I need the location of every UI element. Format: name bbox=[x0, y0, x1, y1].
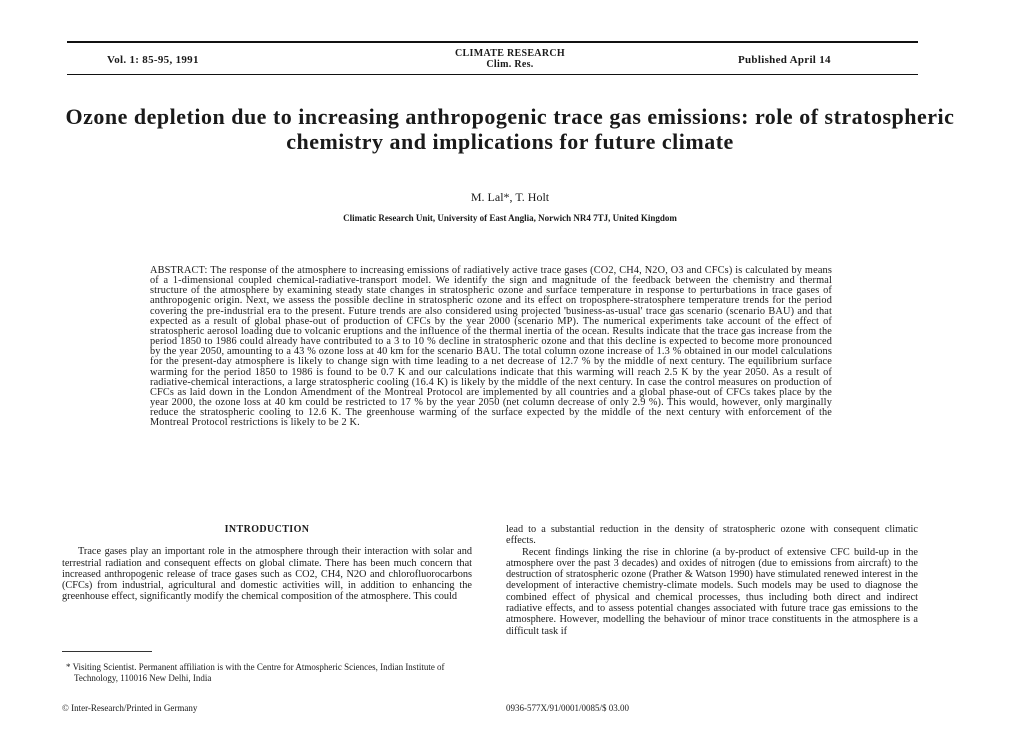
footnote bbox=[62, 662, 472, 683]
abstract-text: The response of the atmosphere to increasing emissions of radiatively active trace gases (CO2, CH4, N2O, O3 and CFCs) is calculated by means of a 1-dimensional coupled chemical-radiative-transport model. We identify the sign and magnitude of the feedback between the chemistry and thermal structure of the atmosphere by examining steady state changes in stratospheric ozone and surface temperature in response to perturbations in trace gases of anthropogenic origin. Next, we assess the possible decline in stratospheric ozone and its effect on troposphere-stratosphere temperature trends for the period covering the pre-industrial era to the present. Future trends are also considered using projected 'business-as-usual' trace gas scenario (scenario BAU) and that expected as a result of global phase-out of production of CFCs by the year 2000 (scenario MP). The numerical experiments take account of the effect of stratospheric aerosol loading due to volcanic eruptions and the influence of the thermal inertia of the ocean. Results indicate that the trace gas increase from the period 1850 to 1986 could already have contributed to a 3 to 10 % decline in stratospheric ozone and that this decline is expected to become more pronounced by the year 2050, amounting to a 43 % ozone loss at 40 km for the scenario BAU. The total column ozone increase of 1.3 % obtained in our model calculations for the present-day atmosphere is likely to change sign with time leading to a net decrease of 12.7 % by the middle of next century. The equilibrium surface warming for the period 1850 to 1986 is found to be 0.7 K and our calculations indicate that this warming will reach 2.5 K by the year 2050. As a result of radiative-chemical interactions, a large stratospheric cooling (16.4 K) is likely by the middle of the next century. In case the control measures on production of CFCs as laid down in the London Amendment of the Montreal Protocol are implemented by all countries and a global phase-out of CFCs takes place by the year 2000, the ozone loss at 40 km could be restricted to 17 % by the year 2050 (net column decrease of only 2.9 %). This would, however, only marginally reduce the stratospheric cooling to 12.6 K. The greenhouse warming of the surface expected by the middle of the next century with enforcement of the Montreal Protocol restrictions is likely to be 2 K. bbox=[150, 265, 832, 429]
footer-issn: 0936-577X/91/0001/0085/$ 03.00 bbox=[506, 703, 629, 713]
header-top-rule bbox=[67, 41, 918, 43]
journal-name: CLIMATE RESEARCH bbox=[455, 48, 565, 59]
header-published: Published April 14 bbox=[738, 54, 831, 66]
journal-abbrev: Clim. Res. bbox=[486, 59, 534, 70]
paper-affiliation: Climatic Research Unit, University of East Anglia, Norwich NR4 7TJ, United Kingdom bbox=[343, 213, 677, 223]
abstract bbox=[150, 266, 832, 429]
paper-title: Ozone depletion due to increasing anthropogenic trace gas emissions: role of stratospheric chemistry and implications for future climate bbox=[65, 104, 955, 154]
paper-authors: M. Lal*, T. Holt bbox=[470, 190, 550, 204]
abstract-label: ABSTRACT: bbox=[150, 265, 208, 276]
footer-copyright: © Inter-Research/Printed in Germany bbox=[62, 703, 198, 713]
header-bottom-rule bbox=[67, 74, 918, 75]
introduction-paragraph-2: Recent findings linking the rise in chlorine (a by-product of extensive CFC build-up in the atmosphere over the past 3 decades) and oxides of nitrogen (due to emissions from aircraft) to the destruction of stratospheric ozone (Prather & Watson 1990) have stimulated renewed interest in the development of interactive chemistry-climate models. Such models may be used to diagnose the combined effect of physical and chemical processes, thus including both direct and indirect radiative effects, and to assess potential changes associated with future trace gas emissions to the atmosphere. However, modelling the behaviour of minor trace constituents in the atmosphere is a difficult task if bbox=[506, 546, 918, 637]
left-column bbox=[62, 524, 472, 603]
footnote-separator bbox=[62, 651, 152, 652]
introduction-paragraph-1: Trace gases play an important role in the atmosphere through their interaction with solar and terrestrial radiation and consequent effects on global climate. There has been much concern that increased anthropogenic release of trace gases such as CO2, CH4, N2O and chlorofluorocarbons (CFCs) from industrial, agricultural and domestic activities will, in addition to enhancing the greenhouse effect, significantly modify the chemical composition of the atmosphere. This could bbox=[62, 546, 472, 603]
footnote-text: * Visiting Scientist. Permanent affiliation is with the Centre for Atmospheric Sciences, Indian Institute of Technology, 110016 New Delhi, India bbox=[66, 662, 445, 683]
header-journal bbox=[0, 48, 1020, 70]
right-column bbox=[506, 524, 918, 637]
header-volume: Vol. 1: 85-95, 1991 bbox=[107, 54, 199, 66]
introduction-heading: INTRODUCTION bbox=[224, 524, 310, 535]
introduction-paragraph-1-continued: lead to a substantial reduction in the density of stratospheric ozone with consequent climatic effects. bbox=[506, 524, 918, 547]
